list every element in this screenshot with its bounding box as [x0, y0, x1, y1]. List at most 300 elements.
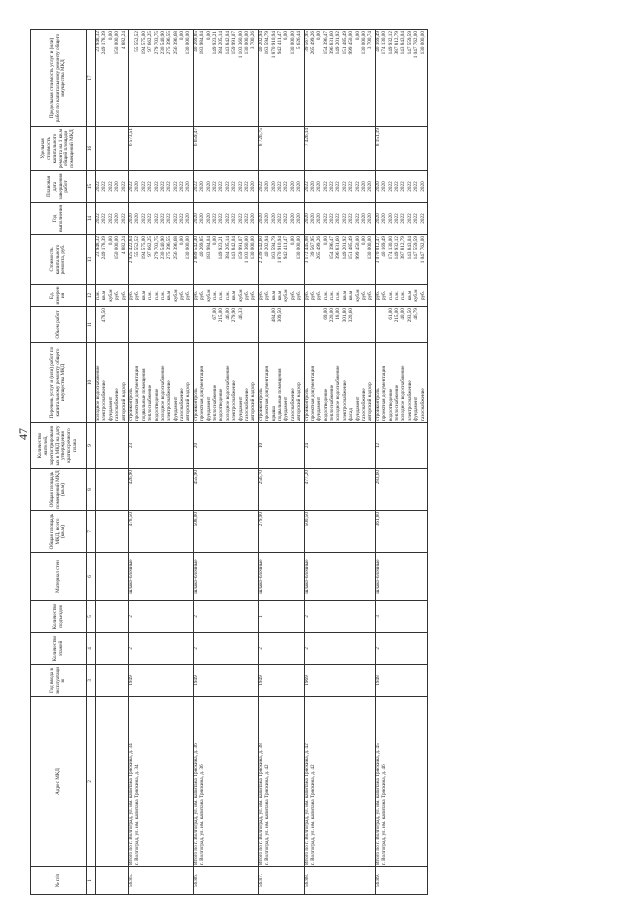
work-cost-line: 183 984,04	[205, 236, 212, 260]
work-limit-line: 230 540,90	[159, 31, 166, 55]
work-date-line: 2022	[224, 181, 231, 192]
work-volume-line	[421, 308, 427, 341]
work-year-line: 2022	[166, 213, 173, 224]
work-volume-line: 215,00	[218, 308, 225, 323]
work-cost-line: 265 499,26	[316, 236, 323, 260]
work-date-line: 2022	[212, 181, 219, 192]
work-date-line: 2022	[257, 181, 264, 192]
work-unit-line: руб.	[374, 291, 381, 300]
rotated-table-container	[30, 30, 620, 895]
column-number: 7	[87, 511, 96, 553]
column-header: Количество жителей, зарегистрированных в МКД на дату утверждения краткосрочного плана	[31, 423, 87, 469]
work-year-line: 2022	[354, 213, 361, 224]
work-cost-line: 143 842,04	[231, 236, 238, 260]
residents: 23	[128, 423, 193, 469]
empty-cell	[96, 633, 129, 665]
work-limit-line: 130 000,00	[243, 31, 250, 55]
work-year-line: 2022	[159, 213, 166, 224]
work-cost	[96, 235, 129, 285]
work-limit-line: 384 205,14	[218, 31, 225, 55]
work-unit-line: руб.	[381, 291, 388, 300]
work-unit-line: п.м.	[153, 291, 160, 300]
work-date-line: 2020	[316, 181, 323, 192]
work-date-line: 2020	[205, 181, 212, 192]
work-unit-line: п.м.	[400, 291, 407, 300]
work-cost-line: 130 000,00	[367, 236, 374, 260]
work-unit-line: руб.	[296, 291, 303, 300]
work-type-line: холодное водоснабжение	[400, 365, 407, 421]
work-cost-line: 0,00	[361, 236, 368, 246]
work-year-line: 2022	[393, 213, 400, 224]
work-year-line: 2020	[316, 213, 323, 224]
work-unit	[375, 285, 427, 307]
work-type-line: стройконтроль	[192, 388, 199, 421]
work-year-line: 2022	[95, 213, 101, 224]
work-cost-line: 0,00	[212, 236, 219, 246]
work-unit-line: куб.м	[237, 289, 244, 302]
work-year-line: 2020	[303, 213, 310, 224]
work-date-line: 2022	[413, 181, 420, 192]
wall-material: шлако-блочные	[304, 553, 375, 601]
work-cost	[304, 235, 375, 285]
work-cost-line: 40 269,85	[199, 236, 206, 257]
work-year-line: 2020	[264, 213, 271, 224]
entrances: 2	[193, 601, 258, 633]
work-cost-line: 130 000,00	[185, 236, 192, 260]
work-type-line: электроснабжение	[101, 380, 108, 421]
work-volume-line: 69,00	[322, 308, 329, 320]
work-cost-line: 384 205,14	[224, 236, 231, 260]
work-volume-line: 478,50	[101, 308, 108, 323]
work-limit-line: 149 932,12	[387, 31, 394, 55]
work-limit-line: 150 000,00	[114, 31, 121, 55]
work-unit-line: руб.	[316, 291, 323, 300]
work-type-line: фундамент	[237, 396, 244, 421]
work-volume-line: 279,90	[231, 308, 238, 323]
work-type-line: газоснабжение	[419, 388, 426, 421]
work-volume-line: 46,33	[237, 308, 244, 320]
work-type-line: стройконтроль	[374, 388, 381, 421]
work-limit-line: 1 047 762,00	[413, 31, 420, 59]
work-volume	[258, 307, 304, 343]
work-type	[304, 343, 375, 423]
work-year-line: 2020	[374, 213, 381, 224]
work-year-line: 2022	[224, 213, 231, 224]
work-volume-line: 215,00	[393, 308, 400, 323]
unit-cost: 6 659,47	[193, 127, 258, 171]
work-unit-line: кв.м	[101, 290, 108, 301]
work-limit-line: 163 594,79	[264, 31, 271, 55]
work-year-line: 2022	[329, 213, 336, 224]
work-limit	[96, 30, 129, 127]
empty-cell	[96, 665, 129, 697]
work-volume-line: 40,00	[400, 308, 407, 320]
work-date-line: 2022	[283, 181, 290, 192]
column-header: Общая площадь МКД, всего (кв.м)	[31, 511, 87, 553]
work-limit-line: 130 000,00	[361, 31, 368, 55]
area-rooms: 477,20	[304, 469, 375, 511]
work-cost-line: 279 703,75	[153, 236, 160, 260]
work-unit-line: кв.м	[140, 290, 147, 301]
column-number: 3	[87, 665, 96, 697]
work-type-line: фундамент	[316, 396, 323, 421]
unit-cost: 6 573,51	[128, 127, 193, 171]
work-date-line: 2022	[387, 181, 394, 192]
address: г. Волгоград, ул. им. капитана Тряскина, д. 34	[134, 764, 141, 865]
row-number: 56.89.	[375, 867, 427, 895]
work-limit-line: 5 626,44	[296, 31, 303, 50]
work-volume-line: 67,00	[212, 308, 219, 320]
entrances: 2	[304, 601, 375, 633]
work-cost-line: 249 178,39	[101, 236, 108, 260]
work-year-line: 2020	[289, 213, 296, 224]
work-limit-line: 265 499,26	[309, 31, 316, 55]
work-year-line: 2022	[335, 213, 342, 224]
work-year-line: 2020	[296, 213, 303, 224]
work-unit-line: кв.м	[406, 290, 413, 301]
work-date-line: 2020	[270, 181, 277, 192]
wall-material: шлако-блочные	[193, 553, 258, 601]
work-year-line: 2020	[381, 213, 388, 224]
work-date	[128, 171, 193, 203]
unit-cost: 7 426,14	[304, 127, 375, 171]
work-cost-line: 154 396,47	[329, 236, 336, 260]
total-label: Итого по г. Волгоград, ул. им. капитана Тряскина, д. 34	[128, 743, 135, 865]
work-date-line: 2022	[303, 181, 310, 192]
work-type-line: подвальные помещения	[140, 368, 147, 421]
work-type-line: электроснабжение	[166, 380, 173, 421]
work-type-line: фундамент	[283, 396, 290, 421]
unit-cost: 8 726,75	[258, 127, 304, 171]
column-number: 4	[87, 633, 96, 665]
work-type-line: авторский надзор	[185, 382, 192, 421]
address: г. Волгоград, ул. им. капитана Тряскина, д. 42	[264, 764, 271, 865]
work-limit-line: 396 831,60	[329, 31, 336, 55]
work-date-line: 2022	[101, 181, 108, 192]
work-type-line: стройконтроль	[127, 388, 134, 421]
work-year-line: 2022	[231, 213, 238, 224]
work-limit-line: 0,00	[205, 31, 212, 41]
floors: 2	[258, 633, 304, 665]
work-year-line: 2020	[270, 213, 277, 224]
work-unit-line: руб.	[127, 291, 134, 300]
wall-material: шлако-блочные	[128, 553, 193, 601]
work-limit	[375, 30, 427, 127]
work-unit-line: руб.	[199, 291, 206, 300]
empty-cell	[96, 423, 129, 469]
work-year-line: 2022	[283, 213, 290, 224]
work-unit-line: куб.м	[354, 289, 361, 302]
work-unit	[128, 285, 193, 307]
work-limit-line: 23 948,32	[95, 31, 101, 52]
work-year-line: 2022	[400, 213, 407, 224]
work-year-line: 2022	[413, 213, 420, 224]
work-year-line: 2022	[147, 213, 154, 224]
work-year-line: 2022	[179, 213, 186, 224]
work-limit-line: 0,00	[354, 31, 361, 41]
work-unit-line: куб.м	[107, 289, 114, 302]
work-limit-line: 0,00	[107, 31, 114, 41]
work-unit-line: п.м.	[212, 291, 219, 300]
column-number: 9	[87, 423, 96, 469]
work-volume-line: 18,00	[335, 308, 342, 320]
empty-cell	[96, 867, 129, 895]
work-volume-line: 320,60	[348, 308, 355, 323]
work-limit-line: 0,00	[179, 31, 186, 41]
work-unit-line: руб.	[114, 291, 121, 300]
work-unit-line: кв.м	[276, 290, 283, 301]
work-cost-line: 2 925 422,84	[127, 236, 134, 264]
work-unit-line: руб.	[367, 291, 374, 300]
area-rooms: 455,90	[193, 469, 258, 511]
work-volume-line: 46,79	[413, 308, 420, 320]
work-cost-line: 396 831,60	[335, 236, 342, 260]
empty-cell	[96, 601, 129, 633]
work-limit-line: 55 552,52	[134, 31, 141, 52]
work-year-line: 2020	[134, 213, 141, 224]
build-year: 1949	[193, 665, 258, 697]
work-year-line: 2022	[243, 213, 250, 224]
work-date-line: 2022	[348, 181, 355, 192]
work-type-line: водоотведение	[218, 388, 225, 421]
capital-repair-table	[30, 29, 428, 895]
work-cost-line: 387 812,79	[400, 236, 407, 260]
total-label: Итого по г. Волгоград, ул. им. капитана Тряскина, д. 36	[193, 743, 200, 865]
work-cost-line: 40 202,94	[264, 236, 271, 257]
work-year-line: 2022	[218, 213, 225, 224]
area-total: 500,50	[304, 511, 375, 553]
work-date-line: 2022	[95, 181, 101, 192]
work-limit-line: 1 103 360,00	[237, 31, 244, 59]
floors: 2	[375, 633, 427, 665]
work-date	[193, 171, 258, 203]
column-number: 10	[87, 343, 96, 423]
work-date-line: 2022	[107, 181, 114, 192]
work-limit-line: 130 000,00	[419, 31, 426, 55]
table-row	[128, 30, 193, 895]
work-year-line: 2020	[309, 213, 316, 224]
work-volume-line	[186, 308, 192, 341]
empty-cell	[96, 511, 129, 553]
work-cost-line: 0,00	[289, 236, 296, 246]
work-type	[96, 343, 129, 423]
work-volume-line	[297, 308, 303, 341]
area-total: 478,50	[128, 511, 193, 553]
work-cost-line: 151 485,49	[348, 236, 355, 260]
work-type	[193, 343, 258, 423]
work-type-line: электроснабжение	[406, 380, 413, 421]
work-cost	[193, 235, 258, 285]
work-cost-line: 130 000,00	[250, 236, 257, 260]
work-type-line: проектная документация	[134, 366, 141, 421]
work-year-line: 2022	[276, 213, 283, 224]
work-date-line: 2022	[341, 181, 348, 192]
work-type-line: теплоснабжение	[329, 384, 336, 421]
table-row	[304, 30, 375, 895]
work-date-line: 2022	[120, 181, 127, 192]
work-cost	[258, 235, 304, 285]
work-unit-line: руб.	[303, 291, 310, 300]
work-type-line: газоснабжение	[243, 388, 250, 421]
work-type-line: холодное водоснабжение	[159, 365, 166, 421]
work-limit-line: 387 812,79	[393, 31, 400, 55]
work-volume-line: 220,00	[329, 308, 336, 323]
table-row	[375, 30, 427, 895]
work-year-line: 2020	[127, 213, 134, 224]
work-unit-line: куб.м	[413, 289, 420, 302]
work-limit-line: 130 000,00	[289, 31, 296, 55]
work-year-line: 2020	[257, 213, 264, 224]
work-unit-line: п.м.	[224, 291, 231, 300]
work-type-line: фундамент	[172, 396, 179, 421]
area-rooms: 426,90	[128, 469, 193, 511]
work-unit-line: руб.	[264, 291, 271, 300]
work-limit-line: 249 178,39	[101, 31, 108, 55]
table-row	[193, 30, 258, 895]
work-volume	[193, 307, 258, 343]
work-date-line: 2020	[134, 181, 141, 192]
entrances: 3	[375, 601, 427, 633]
work-volume-line: 484,00	[270, 308, 277, 323]
column-header: Стоимость капитального ремонта, руб.	[31, 235, 87, 285]
column-number: 2	[87, 697, 96, 867]
work-unit-line: руб.	[419, 291, 426, 300]
work-limit-line: 3 700,74	[367, 31, 374, 50]
work-type-line: стройконтроль	[303, 388, 310, 421]
address-cell	[304, 697, 375, 867]
work-limit-line: 147 559,59	[406, 31, 413, 55]
work-unit-line: п.м.	[322, 291, 329, 300]
work-limit-line: 130 000,00	[185, 31, 192, 55]
work-unit-line: кв.м	[348, 290, 355, 301]
work-type-line: электроснабжение	[231, 380, 238, 421]
work-date-line: 2022	[400, 181, 407, 192]
work-year-line: 2020	[367, 213, 374, 224]
work-date-line: 2020	[289, 181, 296, 192]
work-type-line: проектная документация	[264, 366, 271, 421]
column-header: Год ввода в эксплуатацию	[31, 665, 87, 697]
work-limit-line: 0,00	[316, 31, 323, 41]
work-date-line: 2022	[172, 181, 179, 192]
table-row	[258, 30, 304, 895]
residents: 20	[193, 423, 258, 469]
column-number: 13	[87, 235, 96, 285]
work-limit	[258, 30, 304, 127]
work-cost-line: 149 201,92	[341, 236, 348, 260]
work-cost-line: 147 559,59	[413, 236, 420, 260]
work-unit-line: руб.	[179, 291, 186, 300]
residents: 12	[375, 423, 427, 469]
unit-cost: 8 151,19	[375, 127, 427, 171]
build-year: 1969	[304, 665, 375, 697]
work-type-line: холодное водоснабжение	[224, 365, 231, 421]
residents: 24	[304, 423, 375, 469]
work-cost-line: 130 000,00	[296, 236, 303, 260]
work-date-line: 2022	[147, 181, 154, 192]
work-date-line: 2022	[218, 181, 225, 192]
wall-material: шлако-блочные	[258, 553, 304, 601]
entrances: 2	[128, 601, 193, 633]
address-cell	[193, 697, 258, 867]
work-type-line: теплоснабжение	[212, 384, 219, 421]
work-year	[258, 203, 304, 235]
work-limit-line: 3 700,26	[250, 31, 257, 50]
work-cost-line: 40 169,49	[381, 236, 388, 257]
work-type-line: фундамент	[354, 396, 361, 421]
work-year-line: 2020	[205, 213, 212, 224]
work-type-line: теплоснабжение	[393, 384, 400, 421]
work-type-line: проектная документация	[381, 366, 388, 421]
column-number: 8	[87, 469, 96, 511]
work-cost-line: 0,00	[179, 236, 186, 246]
column-header: № п/п	[31, 867, 87, 895]
work-unit-line: руб.	[250, 291, 257, 300]
work-unit-line: п.м.	[159, 291, 166, 300]
floors: 2	[193, 633, 258, 665]
work-type-line: авторский надзор	[367, 382, 374, 421]
work-date-line: 2020	[381, 181, 388, 192]
work-volume	[375, 307, 427, 343]
work-limit-line: 143 843,04	[400, 31, 407, 55]
work-type-line: подвальные помещения	[276, 368, 283, 421]
row-number: 56.87.	[258, 867, 304, 895]
row-number: 56.85.	[128, 867, 193, 895]
work-type-line: крыша	[270, 406, 277, 421]
area-total: 279,90	[258, 511, 304, 553]
work-volume	[96, 307, 129, 343]
work-cost	[128, 235, 193, 285]
address: г. Волгоград, ул. им. капитана Тряскина, д. 42	[309, 764, 316, 865]
work-limit-line: 40 169,49	[374, 31, 381, 52]
work-volume-line: 309,50	[276, 308, 283, 323]
work-unit-line: куб.м	[172, 289, 179, 302]
column-header: Плановая дата завершения работ	[31, 171, 87, 203]
work-date-line: 2022	[243, 181, 250, 192]
column-number: 11	[87, 307, 96, 343]
work-type-line: стройконтроль	[257, 388, 264, 421]
work-date-line: 2022	[335, 181, 342, 192]
column-header: Ед. измерения	[31, 285, 87, 307]
work-year-line: 2022	[212, 213, 219, 224]
column-number: 17	[87, 30, 96, 127]
work-year-line: 2022	[322, 213, 329, 224]
work-year-line: 2020	[250, 213, 257, 224]
work-limit-line: 154 396,47	[322, 31, 329, 55]
address-cell	[128, 697, 193, 867]
total-label: Итого по г. Волгоград, ул. им. капитана Тряскина, д. 42	[304, 743, 310, 865]
work-limit-line: 4 882,24	[120, 31, 127, 50]
work-date-line: 2022	[127, 181, 134, 192]
column-number: 6	[87, 553, 96, 601]
work-unit-line: кв.м	[341, 290, 348, 301]
work-unit-line: руб.	[120, 291, 127, 300]
residents: 10	[258, 423, 304, 469]
work-type-line: холодное водоснабжение	[335, 365, 342, 421]
work-year	[304, 203, 375, 235]
work-cost-line: 163 594,79	[270, 236, 277, 260]
work-unit-line: п.м.	[147, 291, 154, 300]
work-type-line: газоснабжение	[361, 388, 368, 421]
column-header: Удельная стоимость капитального ремонта на 1 кв.м общей площади помещений МКД	[31, 127, 87, 171]
work-unit-line: кв.м	[166, 290, 173, 301]
work-year-line: 2022	[348, 213, 355, 224]
work-limit-line: 40 202,94	[257, 31, 264, 52]
work-cost-line: 230 540,90	[159, 236, 166, 260]
work-year-line: 2020	[192, 213, 199, 224]
build-year: 1949	[128, 665, 193, 697]
work-unit-line: руб.	[185, 291, 192, 300]
work-year-line: 2022	[101, 213, 108, 224]
